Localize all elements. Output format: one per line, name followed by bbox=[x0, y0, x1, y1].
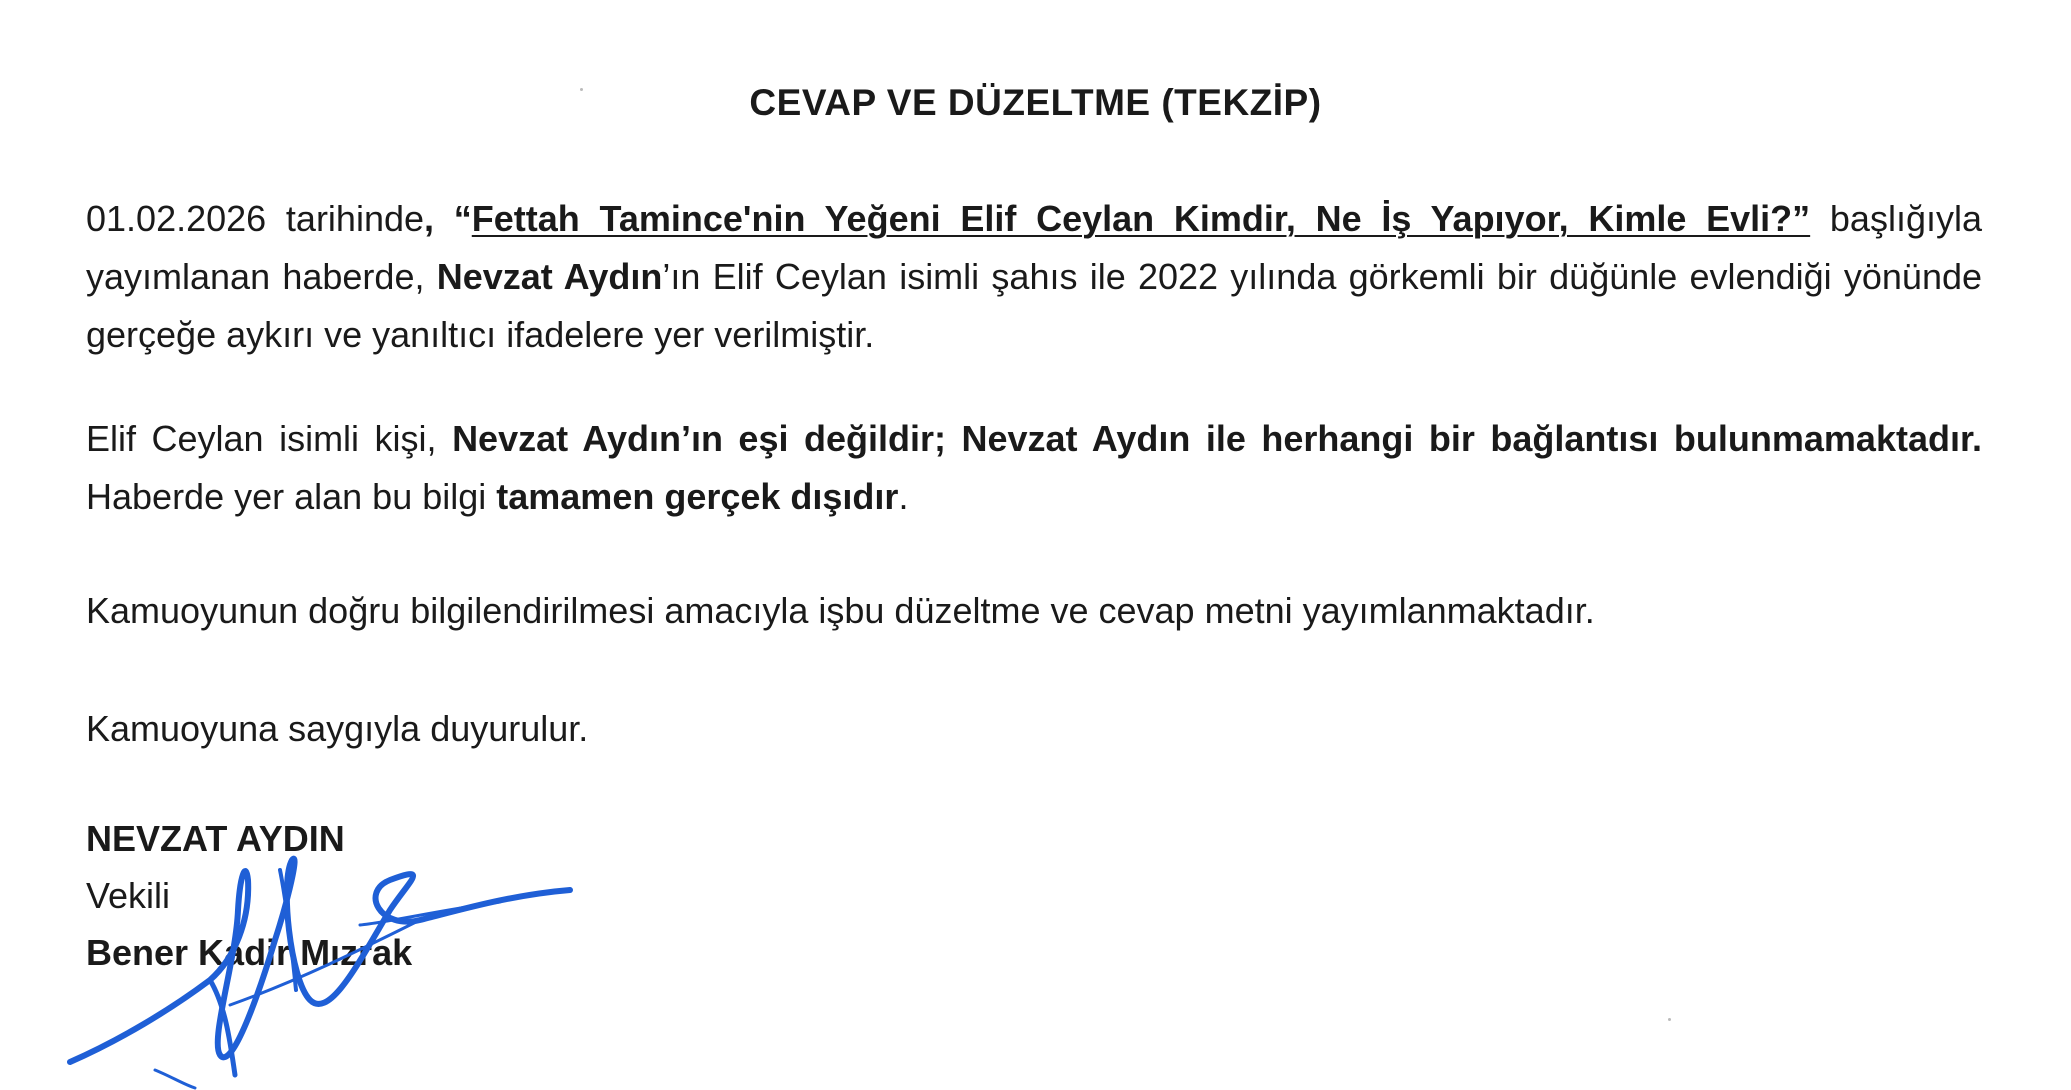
news-headline: Fettah Tamince'nin Yeğeni Elif Ceylan Kimdir, Ne İş Yapıyor, Kimle Evli?” bbox=[471, 198, 1811, 239]
lawyer-name: Bener Kadir Mızrak bbox=[86, 932, 413, 973]
correction-emphasis: tamamen gerçek dışıdır bbox=[496, 476, 899, 517]
paragraph-closing: Kamuoyuna saygıyla duyurulur. bbox=[86, 708, 589, 749]
scan-speck bbox=[580, 88, 583, 91]
quote-open: , “ bbox=[424, 198, 472, 239]
scan-speck bbox=[1668, 1018, 1671, 1021]
paragraph-text: başlığıyla yayımlanan haberde, bbox=[86, 198, 1982, 297]
paragraph-text: ’ın Elif Ceylan isimli şahıs ile 2022 yılında görkemli bir düğünle evlendiği yönünde gerçeğe aykırı ve yanıltıcı ifadelere yer verilmiştir. bbox=[86, 256, 1983, 355]
paragraph-purpose: Kamuoyunun doğru bilgilendirilmesi amacıyla işbu düzeltme ve cevap metni yayımlanmaktadır. bbox=[86, 590, 1595, 631]
signature-block bbox=[86, 810, 412, 981]
signatory-role: Vekili bbox=[86, 875, 171, 916]
date-text: 01.02.2026 tarihinde bbox=[86, 198, 425, 239]
signatory-name: NEVZAT AYDIN bbox=[86, 818, 345, 859]
paragraph-correction bbox=[86, 410, 1982, 526]
paragraph-text: Elif Ceylan isimli kişi, bbox=[86, 418, 453, 459]
document-title: CEVAP VE DÜZELTME (TEKZİP) bbox=[749, 82, 1322, 123]
paragraph-text: . bbox=[898, 476, 909, 517]
paragraph-news-reference bbox=[86, 190, 1982, 364]
paragraph-text: Haberde yer alan bu bilgi bbox=[86, 476, 497, 517]
person-name: Nevzat Aydın bbox=[436, 256, 663, 297]
correction-statement: Nevzat Aydın’ın eşi değildir; Nevzat Aydın ile herhangi bir bağlantısı bulunmamaktadır. bbox=[452, 418, 1983, 459]
